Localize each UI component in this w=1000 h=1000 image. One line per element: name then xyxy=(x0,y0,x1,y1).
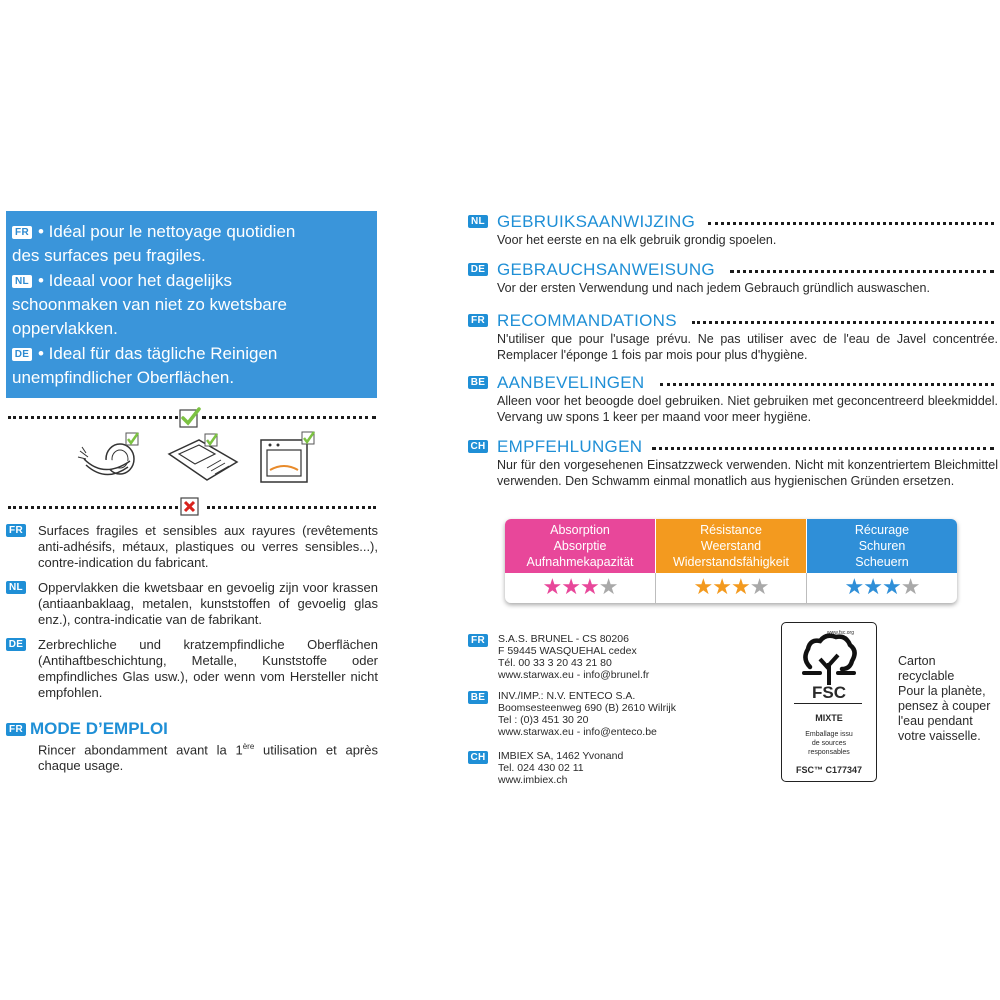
instruction-title: GEBRAUCHSANWEISUNG xyxy=(497,260,715,279)
star-rating xyxy=(505,573,655,601)
lang-badge-de: DE xyxy=(12,348,32,361)
fsc-description: Emballage issu de sources responsables xyxy=(805,731,853,756)
rating-header: Récurage Schuren Scheuern xyxy=(807,519,957,573)
intro-nl: NL • Ideaal voor het dagelijks schoonmaken van niet zo kwetsbare oppervlakken. xyxy=(12,271,287,338)
lang-badge-fr: FR xyxy=(6,524,26,537)
instruction-title: GEBRUIKSAANWIJZING xyxy=(497,212,696,231)
intro-de: DE • Ideal für das tägliche Reinigen unempfindlicher Oberflächen. xyxy=(12,344,278,387)
instruction-text: Voor het eerste en na elk gebruik grondig spoelen. xyxy=(497,233,777,247)
divider-dots xyxy=(8,506,178,509)
contact-link[interactable]: www.imbiex.ch xyxy=(498,774,568,786)
rating-recurage xyxy=(807,519,957,603)
cross-icon xyxy=(180,497,200,517)
dishes-icon xyxy=(74,431,144,483)
star-filled-icon: ★ xyxy=(580,574,599,599)
divider-dots xyxy=(730,270,994,273)
star-empty-icon: ★ xyxy=(598,574,618,599)
intro-box xyxy=(6,211,377,398)
divider-dots xyxy=(660,383,994,386)
instruction-text: Alleen voor het beoogde doel gebruiken. Niet gebruiken met geconcentreerd bleekmiddel. Vervang uw spons 1 keer per maand voor meer hygiëne. xyxy=(497,394,998,424)
star-filled-icon: ★ xyxy=(712,574,731,599)
lang-badge-fr: FR xyxy=(12,226,32,239)
rating-resistance xyxy=(656,519,806,603)
lang-badge-be: BE xyxy=(468,691,488,704)
instruction-ch xyxy=(468,437,998,489)
lang-badge-ch: CH xyxy=(468,440,488,453)
recycling-note: Carton recyclable Pour la planète, pensez à couper l'eau pendant votre vaisselle. xyxy=(898,654,991,743)
lang-badge-fr: FR xyxy=(468,634,488,647)
star-filled-icon: ★ xyxy=(561,574,580,599)
fsc-divider xyxy=(794,703,862,704)
star-filled-icon: ★ xyxy=(863,574,882,599)
star-rating xyxy=(807,573,957,601)
contact-ch: CH IMBIEX SA, 1462 Yvonand Tel. 024 430 02 11 www.imbiex.ch xyxy=(468,750,623,786)
contact-be: BE INV./IMP.: N.V. ENTECO S.A. Boomsesteenweg 690 (B) 2610 Wilrijk Tel : (0)3 451 30 20 www.starwax.eu - info@enteco.be xyxy=(468,690,676,738)
star-filled-icon: ★ xyxy=(882,574,901,599)
oven-icon xyxy=(258,430,318,486)
lang-badge-be: BE xyxy=(468,376,488,389)
divider-dots xyxy=(8,416,178,419)
lang-badge-fr: FR xyxy=(468,314,488,327)
star-filled-icon: ★ xyxy=(693,574,713,599)
lang-badge-de: DE xyxy=(468,263,488,276)
lang-badge-de: DE xyxy=(6,638,26,651)
rating-header: Résistance Weerstand Widerstandsfähigkeit xyxy=(656,519,806,573)
instruction-text: N'utiliser que pour l'usage prévu. Ne pas utiliser avec de l'eau de Javel concentrée. Remplacer l'éponge 1 fois par mois pour plus d'hygiène. xyxy=(497,332,998,362)
fsc-label: www.fsc.org FSC MIXTE Emballage issu de sources responsables FSC™ C177347 xyxy=(781,622,877,782)
check-icon xyxy=(179,407,201,429)
star-filled-icon: ★ xyxy=(731,574,750,599)
divider-dots xyxy=(692,321,994,324)
warning-nl: NL Oppervlakken die kwetsbaar en gevoelig zijn voor krassen (antiaanbaklaag, metalen, kunststoffen of gevoelig glas enz.), contra-indicatie van de fabrikant. xyxy=(6,580,378,628)
star-filled-icon: ★ xyxy=(844,574,864,599)
rating-header: Absorption Absorptie Aufnahmekapazität xyxy=(505,519,655,573)
star-rating xyxy=(656,573,806,601)
star-filled-icon: ★ xyxy=(542,574,562,599)
instruction-be xyxy=(468,373,998,425)
warning-fr: FR Surfaces fragiles et sensibles aux rayures (revêtements anti-adhésifs, métaux, plastiques ou verres sensibles...), contre-indication du fabricant. xyxy=(6,523,378,571)
instruction-text: Vor der ersten Verwendung und nach jedem Gebrauch gründlich auswaschen. xyxy=(497,281,930,295)
intro-fr: FR • Idéal pour le nettoyage quotidien des surfaces peu fragiles. xyxy=(12,222,296,265)
mode-emploi-title: FR MODE D’EMPLOI xyxy=(6,719,168,739)
instruction-nl xyxy=(468,212,998,248)
instruction-title: EMPFEHLUNGEN xyxy=(497,437,643,456)
lang-badge-nl: NL xyxy=(12,275,32,288)
star-empty-icon: ★ xyxy=(900,574,920,599)
divider-dots xyxy=(207,506,376,509)
lang-badge-nl: NL xyxy=(468,215,488,228)
contact-link[interactable]: www.starwax.eu - info@enteco.be xyxy=(498,726,657,738)
instruction-fr xyxy=(468,311,998,363)
star-empty-icon: ★ xyxy=(749,574,769,599)
lang-badge-ch: CH xyxy=(468,751,488,764)
rating-table xyxy=(505,519,957,603)
fsc-tree-icon xyxy=(800,633,858,687)
instruction-title: AANBEVELINGEN xyxy=(497,373,645,392)
lang-badge-nl: NL xyxy=(6,581,26,594)
instruction-de xyxy=(468,260,998,296)
instruction-title: RECOMMANDATIONS xyxy=(497,311,677,330)
divider-dots xyxy=(652,447,994,450)
divider-dots xyxy=(202,416,376,419)
rating-absorption xyxy=(505,519,655,603)
mode-emploi-text: Rincer abondamment avant la 1ère utilisation et après chaque usage. xyxy=(38,742,378,774)
sink-icon xyxy=(165,432,241,484)
instruction-text: Nur für den vorgesehenen Einsatzzweck verwenden. Nicht mit konzentriertem Bleichmittel verwenden. Den Schwamm einmal monatlich aus hygienischen Gründen ersetzen. xyxy=(497,458,998,488)
lang-badge-fr: FR xyxy=(6,723,26,736)
contact-fr: FR S.A.S. BRUNEL - CS 80206 F 59445 WASQUEHAL cedex Tél. 00 33 3 20 43 21 80 www.starwax.eu - info@brunel.fr xyxy=(468,633,649,681)
divider-dots xyxy=(708,222,994,225)
warning-de: DE Zerbrechliche und kratzempfindliche Oberflächen (Antihaftbeschichtung, Metalle, Kunststoffe oder empfindliches Glas usw.), oder wenn vom Hersteller nicht empfohlen. xyxy=(6,637,378,701)
contact-link[interactable]: www.starwax.eu - info@brunel.fr xyxy=(498,669,650,681)
